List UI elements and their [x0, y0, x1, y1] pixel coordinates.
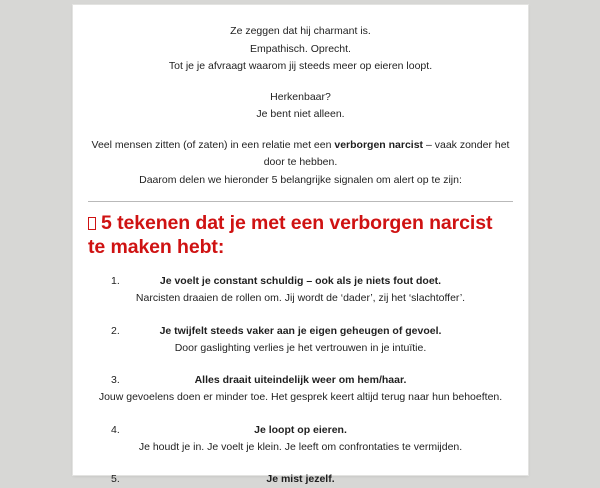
list-item	[88, 323, 513, 358]
list-item-title: Je loopt op eieren.	[254, 423, 347, 436]
list-item-number	[111, 471, 120, 488]
intro-paragraph-part-1: Veel mensen zitten (of zaten) in een relatie met een	[91, 138, 335, 151]
page-title-text: 5 tekenen dat je met een verborgen narcist te maken hebt:	[88, 212, 493, 258]
list-item-title: Je mist jezelf.	[266, 473, 335, 485]
intro-block-opening	[88, 23, 513, 76]
list-item-description: Narcisten draaien de rollen om. Jij wordt de ‘dader’, zij het ‘slachtoffer’.	[135, 292, 466, 304]
intro-paragraph-emphasis: verborgen narcist	[334, 138, 424, 151]
intro-line-5: Je bent niet alleen.	[256, 108, 345, 120]
intro-line-6: Daarom delen we hieronder 5 belangrijke signalen om alert op te zijn:	[139, 173, 462, 186]
page-title	[88, 212, 513, 259]
intro-line-3: Tot je je afvraagt waarom jij steeds meer op eieren loopt.	[168, 60, 433, 72]
list-item	[88, 273, 513, 308]
list-item-number	[111, 323, 120, 340]
list-item-number	[111, 372, 120, 389]
list-item-description: Jouw gevoelens doen er minder toe. Het gesprek keert altijd terug naar hun behoeften.	[98, 391, 503, 403]
intro-line-1: Ze zeggen dat hij charmant is.	[230, 25, 371, 37]
list-item	[88, 422, 513, 457]
intro-line-2: Empathisch. Oprecht.	[250, 42, 351, 55]
section-divider	[88, 201, 513, 202]
list-item-number	[111, 422, 120, 439]
list-item-title: Je voelt je constant schuldig – ook als je niets fout doet.	[159, 275, 442, 287]
intro-line-4: Herkenbaar?	[270, 90, 331, 103]
list-item	[88, 372, 513, 407]
list-item-title: Alles draait uiteindelijk weer om hem/haar.	[194, 374, 407, 386]
list-item-description: Door gaslighting verlies je het vertrouwen in je intuïtie.	[174, 341, 427, 354]
list-item-description: Je houdt je in. Je voelt je klein. Je leeft om confrontaties te vermijden.	[138, 440, 463, 453]
list-item-number	[111, 273, 120, 290]
list-item	[88, 471, 513, 488]
document-page	[73, 5, 528, 485]
intro-block-explanation	[88, 137, 513, 190]
intro-paragraph-hidden-narcissist	[88, 137, 513, 172]
signals-list	[88, 273, 513, 488]
list-item-title: Je twijfelt steeds vaker aan je eigen geheugen of gevoel.	[159, 324, 442, 337]
intro-block-recognition	[88, 89, 513, 124]
missing-glyph-box-icon	[88, 217, 96, 230]
intro-paragraph-part-2: – vaak zonder het door te hebben.	[263, 138, 510, 168]
document-body	[73, 5, 528, 488]
